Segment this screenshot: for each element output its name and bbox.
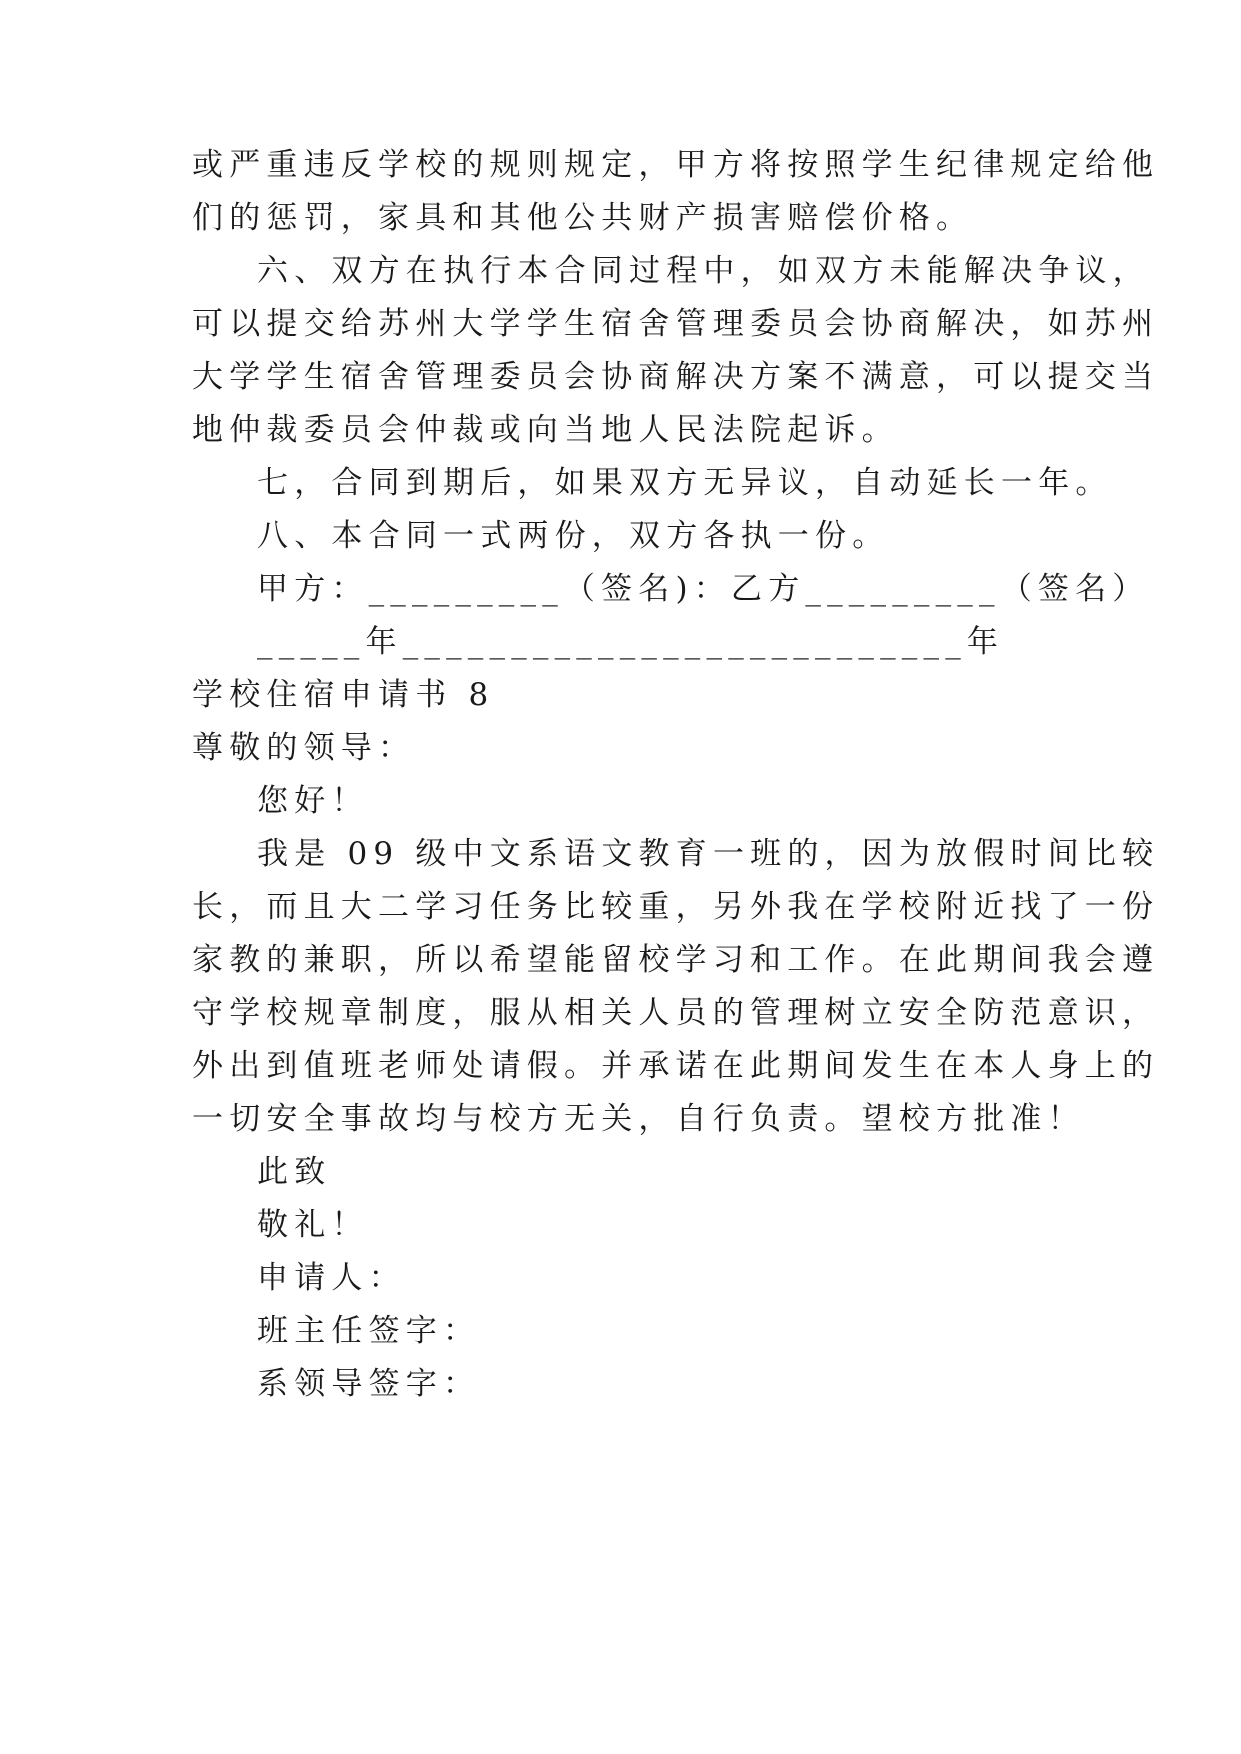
paragraph-line: 大学学生宿舍管理委员会协商解决方案不满意，可以提交当 (192, 359, 1160, 395)
paragraph-line: 可以提交给苏州大学学生宿舍管理委员会协商解决，如苏州 (192, 306, 1160, 342)
body-line: 我是 09 级中文系语文教育一班的，因为放假时间比较 (257, 836, 1160, 872)
paragraph-line: 地仲裁委员会仲裁或向当地人民法院起诉。 (192, 412, 899, 448)
clause-6-line: 六、双方在执行本合同过程中，如双方未能解决争议， (257, 253, 1150, 289)
clause-8-line: 八、本合同一式两份，双方各执一份。 (257, 518, 890, 554)
body-line: 家教的兼职，所以希望能留校学习和工作。在此期间我会遵 (192, 942, 1160, 978)
body-line: 一切安全事故均与校方无关，自行负责。望校方批准！ (192, 1101, 1085, 1137)
paragraph-line: 们的惩罚，家具和其他公共财产损害赔偿价格。 (192, 200, 974, 236)
closing-line: 此致 (257, 1154, 332, 1190)
section-title: 学校住宿申请书 8 (192, 677, 495, 713)
body-line: 守学校规章制度，服从相关人员的管理树立安全防范意识， (192, 995, 1160, 1031)
paragraph-line: 或严重违反学校的规则规定，甲方将按照学生纪律规定给他 (192, 147, 1160, 183)
body-line: 长，而且大二学习任务比较重，另外我在学校附近找了一份 (192, 889, 1160, 925)
applicant-label: 申请人： (257, 1260, 406, 1296)
clause-7-line: 七，合同到期后，如果双方无异议，自动延长一年。 (257, 465, 1113, 501)
date-line: _____年__________________________年 (257, 624, 1005, 660)
salutation: 尊敬的领导： (192, 730, 416, 766)
greeting: 您好！ (257, 783, 369, 819)
body-line: 外出到值班老师处请假。并承诺在此期间发生在本人身上的 (192, 1048, 1160, 1084)
signature-line: 甲方：_________（签名)：乙方_________（签名） (257, 571, 1150, 607)
class-teacher-signature-label: 班主任签字： (257, 1313, 481, 1349)
department-leader-signature-label: 系领导签字： (257, 1366, 481, 1402)
closing-regards: 敬礼！ (257, 1207, 369, 1243)
